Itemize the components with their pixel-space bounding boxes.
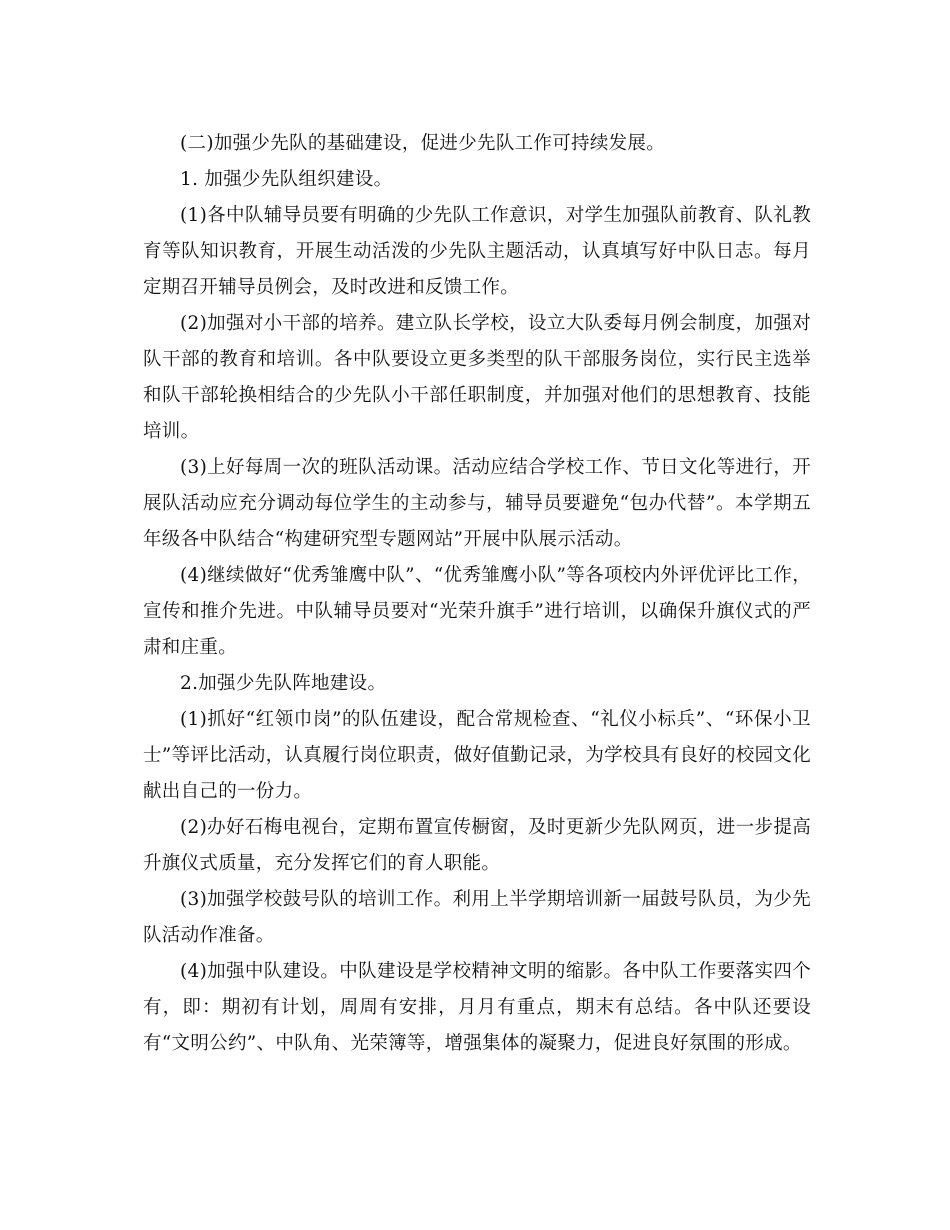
- paragraph-item-4: (4)继续做好“优秀雏鹰中队”、“优秀雏鹰小队”等各项校内外评优评比工作，宣传和推介先进。中队辅导员要对“光荣升旗手”进行培训，以确保升旗仪式的严肃和庄重。: [143, 565, 811, 658]
- paragraph-item-2: (2)加强对小干部的培养。建立队长学校，设立大队委每月例会制度，加强对队干部的教育和培训。各中队要设立更多类型的队干部服务岗位，实行民主选举和队干部轮换相结合的少先队小干部任职制度，并加强对他们的思想教育、技能培训。: [143, 313, 811, 442]
- subsection-heading-organization: 1. 加强少先队组织建设。: [180, 169, 393, 190]
- paragraph-item-5: (1)抓好“红领巾岗”的队伍建设，配合常规检查、“礼仪小标兵”、“环保小卫士”等评比活动，认真履行岗位职责，做好值勤记录，为学校具有良好的校园文化献出自己的一份力。: [143, 709, 811, 802]
- paragraph-item-1: (1)各中队辅导员要有明确的少先队工作意识，对学生加强队前教育、队礼教育等队知识教育，开展生动活泼的少先队主题活动，认真填写好中队日志。每月定期召开辅导员例会，及时改进和反馈工作。: [143, 205, 811, 298]
- paragraph-item-7: (3)加强学校鼓号队的培训工作。利用上半学期培训新一届鼓号队员，为少先队活动作准备。: [143, 889, 811, 946]
- subsection-heading-position: 2.加强少先队阵地建设。: [180, 673, 387, 694]
- section-heading: (二)加强少先队的基础建设，促进少先队工作可持续发展。: [180, 133, 666, 154]
- paragraph-item-3: (3)上好每周一次的班队活动课。活动应结合学校工作、节日文化等进行，开展队活动应充分调动每位学生的主动参与，辅导员要避免“包办代替”。本学期五年级各中队结合“构建研究型专题网站”开展中队展示活动。: [143, 457, 811, 550]
- paragraph-item-8: (4)加强中队建设。中队建设是学校精神文明的缩影。各中队工作要落实四个有，即：期初有计划，周周有安排，月月有重点，期末有总结。各中队还要设有“文明公约”、中队角、光荣簿等，增强集体的凝聚力，促进良好氛围的形成。: [143, 961, 811, 1054]
- paragraph-item-6: (2)办好石梅电视台，定期布置宣传橱窗，及时更新少先队网页，进一步提高升旗仪式质量，充分发挥它们的育人职能。: [143, 817, 811, 874]
- document-body: [143, 126, 811, 1062]
